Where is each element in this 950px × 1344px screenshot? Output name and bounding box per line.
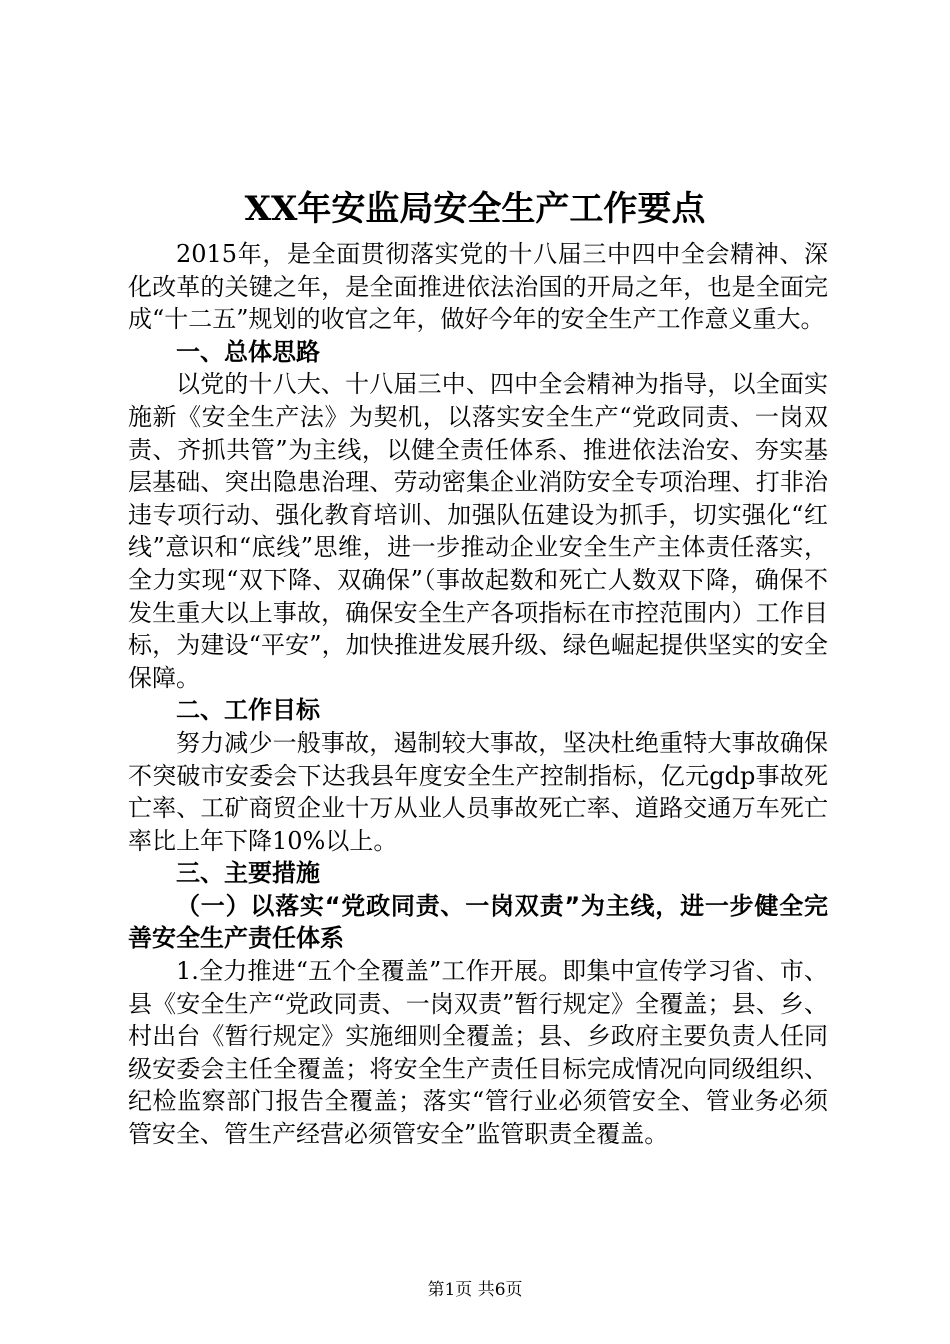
section-heading-goals: 二、工作目标 bbox=[176, 696, 320, 725]
page-footer: 第1页 共6页 bbox=[427, 1280, 523, 1300]
document-title: XX年安监局安全生产工作要点 bbox=[244, 189, 706, 229]
intro-paragraph: 2015年，是全面贯彻落实党的十八届三中四中全会精神、深化改革的关键之年，是全面推进依法治国的开局之年，也是全面完成“十二五”规划的收官之年，做好今年的安全生产工作意义重大。 bbox=[128, 240, 828, 334]
document-body bbox=[128, 238, 828, 1151]
section-heading-overall: 一、总体思路 bbox=[176, 337, 320, 366]
overall-paragraph: 以党的十八大、十八届三中、四中全会精神为指导，以全面实施新《安全生产法》为契机，以落实安全生产“党政同责、一岗双责、齐抓共管”为主线，以健全责任体系、推进依法治安、夯实基层基础、突出隐患治理、劳动密集企业消防安全专项治理、打非治违专项行动、强化教育培训、加强队伍建设为抓手，切实强化“红线”意识和“底线”思维，进一步推动企业安全生产主体责任落实，全力实现“双下降、双确保”（事故起数和死亡人数双下降，确保不发生重大以上事故，确保安全生产各项指标在市控范围内）工作目标，为建设“平安”，加快推进发展升级、绿色崛起提供坚实的安全保障。 bbox=[128, 370, 828, 692]
section-heading-measures: 三、主要措施 bbox=[176, 859, 320, 888]
subsection-heading-1: （一）以落实“党政同责、一岗双责”为主线，进一步健全完善安全生产责任体系 bbox=[128, 891, 828, 953]
goals-paragraph: 努力减少一般事故，遏制较大事故，坚决杜绝重特大事故确保不突破市安委会下达我县年度安全生产控制指标，亿元gdp事故死亡率、工矿商贸企业十万从业人员事故死亡率、道路交通万车死亡率比上年下降10%以上。 bbox=[128, 728, 828, 855]
measure-paragraph-1: 1.全力推进“五个全覆盖”工作开展。即集中宣传学习省、市、县《安全生产“党政同责、一岗双责”暂行规定》全覆盖；县、乡、村出台《暂行规定》实施细则全覆盖；县、乡政府主要负责人任同级安委会主任全覆盖；将安全生产责任目标完成情况向同级组织、纪检监察部门报告全覆盖；落实“管行业必须管安全、管业务必须管安全、管生产经营必须管安全”监管职责全覆盖。 bbox=[128, 957, 828, 1149]
